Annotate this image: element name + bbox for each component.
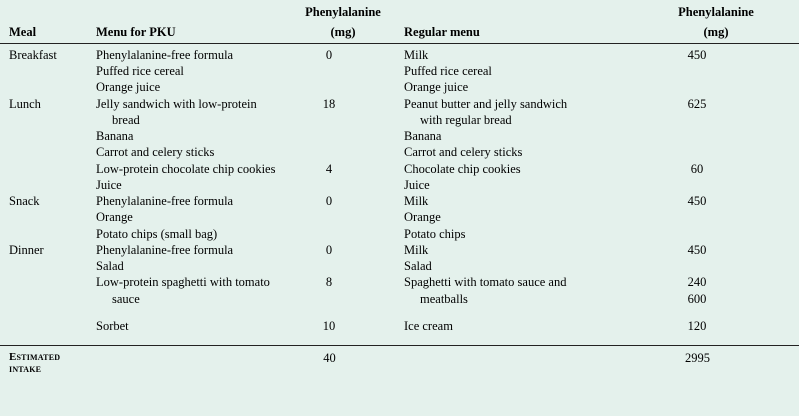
cell-pku-menu — [88, 274, 288, 307]
cell-regular-menu-line1: Spaghetti with tomato sauce and — [404, 275, 567, 290]
cell-phe-regular-line1: 240 — [687, 275, 707, 290]
cell-phe-pku — [288, 226, 398, 242]
cell-pku-menu: Phenylalanine-free formula — [96, 194, 234, 208]
cell-meal — [0, 144, 88, 160]
cell-regular-menu: Milk — [404, 242, 429, 257]
cell-regular-menu: Chocolate chip cookies — [404, 161, 521, 176]
header-phenylalanine-pku-line2: (mg) — [288, 19, 398, 43]
header-blank-regular — [398, 0, 633, 19]
cell-phe-pku: 0 — [325, 242, 333, 257]
table-row — [0, 63, 799, 79]
cell-regular-menu — [398, 96, 633, 129]
table-row — [0, 79, 799, 95]
cell-pku-menu: Juice — [96, 177, 122, 192]
table-row — [0, 209, 799, 225]
table-row — [0, 96, 799, 129]
table-row — [0, 274, 799, 307]
footer-label: Estimated intake — [0, 346, 88, 377]
cell-meal — [0, 258, 88, 274]
cell-regular-menu-line1: Peanut butter and jelly sandwich — [404, 96, 568, 111]
table-row — [0, 242, 799, 258]
cell-meal — [0, 79, 88, 95]
cell-phe-pku — [288, 128, 398, 144]
table-header — [0, 0, 799, 43]
cell-pku-menu: Low-protein chocolate chip cookies — [96, 161, 276, 176]
spacer-cell — [288, 334, 398, 346]
cell-pku-menu-line1: Jelly sandwich with low-protein — [96, 96, 257, 111]
table-row — [0, 193, 799, 209]
footer-blank-regular — [398, 346, 633, 377]
cell-regular-menu: Salad — [404, 259, 432, 273]
spacer-cell — [0, 307, 88, 318]
header-menu-for-pku: Menu for PKU — [88, 19, 288, 43]
header-row-main — [0, 19, 799, 43]
cell-phe-pku — [288, 209, 398, 225]
cell-regular-menu: Orange — [404, 210, 441, 225]
cell-regular-menu-line2: with regular bread — [420, 112, 512, 127]
cell-meal — [0, 63, 88, 79]
row-spacer — [0, 307, 799, 318]
cell-phe-regular-line2: 600 — [687, 291, 707, 306]
cell-pku-menu: Orange juice — [96, 80, 161, 95]
cell-regular-menu — [398, 274, 633, 307]
cell-pku-menu: Salad — [96, 259, 124, 273]
spacer-cell — [0, 334, 88, 346]
table-row — [0, 318, 799, 334]
cell-phe-regular: 60 — [690, 161, 704, 176]
footer-total-phe-pku: 40 — [288, 346, 398, 377]
table-row — [0, 226, 799, 242]
table-row — [0, 128, 799, 144]
row-spacer — [0, 334, 799, 346]
header-blank-pku — [88, 0, 288, 19]
spacer-cell — [398, 307, 633, 318]
cell-phe-regular: 450 — [687, 194, 707, 208]
cell-regular-menu: Puffed rice cereal — [404, 64, 492, 78]
cell-regular-menu: Carrot and celery sticks — [404, 145, 523, 160]
header-phenylalanine-pku-line1: Phenylalanine — [305, 5, 381, 19]
cell-phe-regular: 450 — [687, 242, 707, 257]
spacer-cell — [633, 307, 799, 318]
spacer-cell — [88, 307, 288, 318]
cell-pku-menu: Phenylalanine-free formula — [96, 242, 234, 257]
table-row — [0, 161, 799, 177]
footer-blank-pku — [88, 346, 288, 377]
spacer-cell — [88, 334, 288, 346]
cell-meal — [0, 161, 88, 177]
cell-phe-regular — [633, 128, 799, 144]
header-phenylalanine-regular-line1: Phenylalanine — [678, 5, 754, 19]
table-row — [0, 43, 799, 63]
spacer-cell — [633, 334, 799, 346]
cell-meal — [0, 128, 88, 144]
cell-pku-menu: Banana — [96, 129, 134, 143]
cell-regular-menu: Potato chips — [404, 226, 466, 241]
cell-phe-pku — [288, 79, 398, 95]
header-blank-meal — [0, 0, 88, 19]
cell-regular-menu: Milk — [404, 47, 429, 62]
cell-pku-menu: Puffed rice cereal — [96, 64, 184, 78]
cell-phe-pku — [288, 258, 398, 274]
spacer-cell — [398, 334, 633, 346]
cell-phe-regular — [633, 144, 799, 160]
cell-phe-regular — [633, 274, 799, 307]
cell-pku-menu — [88, 96, 288, 129]
cell-phe-pku: 18 — [322, 96, 336, 111]
cell-phe-pku: 0 — [325, 47, 333, 62]
cell-phe-pku — [288, 63, 398, 79]
cell-regular-menu: Orange juice — [404, 80, 469, 95]
cell-phe-pku — [288, 144, 398, 160]
cell-pku-menu: Phenylalanine-free formula — [96, 47, 234, 62]
cell-pku-menu-line2: bread — [112, 112, 140, 127]
header-meal: Meal — [0, 19, 88, 43]
cell-meal — [0, 318, 88, 334]
cell-phe-pku — [288, 177, 398, 193]
cell-pku-menu: Potato chips (small bag) — [96, 226, 218, 241]
table-row — [0, 177, 799, 193]
cell-phe-regular — [633, 177, 799, 193]
cell-phe-regular — [633, 63, 799, 79]
cell-pku-menu: Sorbet — [96, 318, 129, 333]
cell-meal — [0, 209, 88, 225]
cell-phe-regular: 450 — [687, 47, 707, 62]
table-row — [0, 144, 799, 160]
cell-phe-regular — [633, 209, 799, 225]
cell-phe-regular: 120 — [687, 318, 707, 333]
cell-meal: Dinner — [9, 242, 44, 257]
cell-pku-menu: Orange — [96, 210, 133, 225]
cell-regular-menu: Milk — [404, 194, 429, 208]
cell-phe-regular: 625 — [687, 96, 707, 111]
cell-regular-menu: Ice cream — [404, 318, 453, 333]
cell-phe-pku: 8 — [325, 275, 333, 290]
cell-phe-pku: 0 — [325, 194, 333, 208]
cell-phe-regular — [633, 79, 799, 95]
cell-regular-menu: Juice — [404, 177, 430, 192]
cell-meal: Snack — [9, 194, 40, 208]
cell-phe-pku: 4 — [325, 161, 333, 176]
cell-meal — [0, 177, 88, 193]
table-row — [0, 258, 799, 274]
footer-total-phe-regular: 2995 — [633, 346, 799, 377]
cell-meal: Lunch — [9, 96, 41, 111]
cell-phe-regular — [633, 226, 799, 242]
header-phenylalanine-regular-line2: (mg) — [633, 19, 799, 43]
header-regular-menu: Regular menu — [398, 19, 633, 43]
cell-pku-menu: Carrot and celery sticks — [96, 145, 215, 160]
table-body — [0, 43, 799, 345]
footer-row — [0, 346, 799, 377]
cell-regular-menu: Banana — [404, 129, 442, 143]
cell-meal: Breakfast — [9, 47, 57, 62]
cell-meal — [0, 274, 88, 307]
cell-meal — [0, 226, 88, 242]
cell-pku-menu-line2: sauce — [112, 291, 140, 306]
spacer-cell — [288, 307, 398, 318]
cell-phe-pku: 10 — [322, 318, 336, 333]
cell-phe-regular — [633, 258, 799, 274]
table-footer — [0, 346, 799, 377]
cell-pku-menu-line1: Low-protein spaghetti with tomato — [96, 275, 270, 290]
cell-regular-menu-line2: meatballs — [420, 291, 468, 306]
header-row-top — [0, 0, 799, 19]
